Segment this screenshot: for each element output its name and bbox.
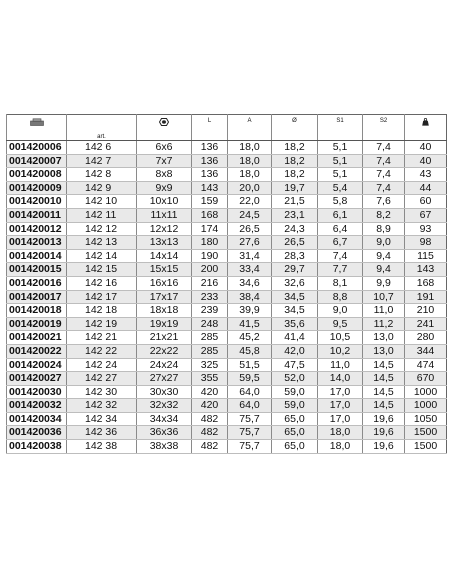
spec-table (6, 114, 447, 454)
header-art (67, 115, 137, 141)
table-row (7, 426, 447, 440)
cell-weight: 1050 (405, 412, 447, 426)
header-l (192, 115, 228, 141)
cell-l: 180 (192, 236, 228, 250)
cell-s1: 10,5 (318, 331, 363, 345)
cell-a: 33,4 (228, 263, 272, 277)
cell-s2: 7,4 (363, 181, 405, 195)
cell-size: 7x7 (137, 154, 192, 168)
cell-code: 001420010 (7, 195, 67, 209)
cell-code: 001420024 (7, 358, 67, 372)
cell-code: 001420008 (7, 168, 67, 182)
cell-art: 142 11 (67, 208, 137, 222)
cell-art: 142 18 (67, 304, 137, 318)
cell-s2: 10,7 (363, 290, 405, 304)
cell-weight: 344 (405, 344, 447, 358)
cell-a: 38,4 (228, 290, 272, 304)
table-row (7, 385, 447, 399)
cell-weight: 1000 (405, 385, 447, 399)
cell-s1: 5,1 (318, 154, 363, 168)
cell-l: 136 (192, 168, 228, 182)
cell-diameter: 18,2 (272, 168, 318, 182)
table-row (7, 222, 447, 236)
cell-a: 64,0 (228, 385, 272, 399)
cell-weight: 474 (405, 358, 447, 372)
cell-weight: 67 (405, 208, 447, 222)
table-row (7, 399, 447, 413)
cell-s1: 5,4 (318, 181, 363, 195)
cell-art: 142 16 (67, 276, 137, 290)
cell-s1: 17,0 (318, 385, 363, 399)
cell-l: 136 (192, 154, 228, 168)
cell-l: 325 (192, 358, 228, 372)
cell-art: 142 15 (67, 263, 137, 277)
cell-l: 174 (192, 222, 228, 236)
table-row (7, 168, 447, 182)
table-row (7, 141, 447, 155)
table-row (7, 276, 447, 290)
socket-icon (30, 118, 44, 128)
cell-size: 16x16 (137, 276, 192, 290)
cell-size: 11x11 (137, 208, 192, 222)
cell-diameter: 47,5 (272, 358, 318, 372)
cell-s1: 6,4 (318, 222, 363, 236)
table-row (7, 317, 447, 331)
cell-diameter: 42,0 (272, 344, 318, 358)
cell-weight: 60 (405, 195, 447, 209)
cell-art: 142 9 (67, 181, 137, 195)
cell-s2: 9,0 (363, 236, 405, 250)
cell-s1: 11,0 (318, 358, 363, 372)
table-row (7, 358, 447, 372)
cell-size: 8x8 (137, 168, 192, 182)
cell-art: 142 14 (67, 249, 137, 263)
hexagon-icon (159, 118, 169, 128)
cell-diameter: 32,6 (272, 276, 318, 290)
cell-l: 482 (192, 440, 228, 454)
cell-s2: 9,9 (363, 276, 405, 290)
cell-size: 15x15 (137, 263, 192, 277)
cell-diameter: 35,6 (272, 317, 318, 331)
cell-art: 142 34 (67, 412, 137, 426)
cell-size: 34x34 (137, 412, 192, 426)
header-s1 (318, 115, 363, 141)
cell-art: 142 13 (67, 236, 137, 250)
cell-diameter: 24,3 (272, 222, 318, 236)
cell-s2: 8,9 (363, 222, 405, 236)
cell-diameter: 34,5 (272, 304, 318, 318)
cell-a: 39,9 (228, 304, 272, 318)
cell-size: 30x30 (137, 385, 192, 399)
cell-diameter: 26,5 (272, 236, 318, 250)
cell-weight: 40 (405, 141, 447, 155)
cell-code: 001420012 (7, 222, 67, 236)
cell-l: 420 (192, 385, 228, 399)
cell-l: 239 (192, 304, 228, 318)
cell-s2: 11,0 (363, 304, 405, 318)
table-row (7, 236, 447, 250)
cell-a: 20,0 (228, 181, 272, 195)
cell-art: 142 36 (67, 426, 137, 440)
cell-l: 355 (192, 372, 228, 386)
cell-l: 216 (192, 276, 228, 290)
cell-code: 001420017 (7, 290, 67, 304)
cell-diameter: 34,5 (272, 290, 318, 304)
cell-weight: 98 (405, 236, 447, 250)
cell-art: 142 30 (67, 385, 137, 399)
weight-icon (422, 118, 429, 128)
cell-size: 27x27 (137, 372, 192, 386)
cell-a: 51,5 (228, 358, 272, 372)
cell-s1: 14,0 (318, 372, 363, 386)
cell-a: 45,8 (228, 344, 272, 358)
cell-art: 142 24 (67, 358, 137, 372)
cell-s1: 9,5 (318, 317, 363, 331)
cell-a: 34,6 (228, 276, 272, 290)
header-l-label: L (207, 118, 212, 124)
cell-l: 159 (192, 195, 228, 209)
cell-s2: 7,4 (363, 154, 405, 168)
cell-s1: 5,1 (318, 141, 363, 155)
cell-diameter: 29,7 (272, 263, 318, 277)
table-row (7, 372, 447, 386)
cell-code: 001420030 (7, 385, 67, 399)
cell-size: 18x18 (137, 304, 192, 318)
cell-s2: 14,5 (363, 399, 405, 413)
cell-weight: 191 (405, 290, 447, 304)
cell-art: 142 6 (67, 141, 137, 155)
cell-a: 18,0 (228, 168, 272, 182)
cell-art: 142 38 (67, 440, 137, 454)
cell-s2: 14,5 (363, 385, 405, 399)
header-weight (405, 115, 447, 141)
cell-l: 190 (192, 249, 228, 263)
cell-code: 001420006 (7, 141, 67, 155)
cell-l: 200 (192, 263, 228, 277)
table-row (7, 412, 447, 426)
cell-weight: 115 (405, 249, 447, 263)
cell-s2: 7,4 (363, 141, 405, 155)
spec-table-body (7, 141, 447, 454)
cell-diameter: 59,0 (272, 399, 318, 413)
cell-s1: 7,4 (318, 249, 363, 263)
cell-l: 168 (192, 208, 228, 222)
cell-diameter: 18,2 (272, 154, 318, 168)
table-row (7, 440, 447, 454)
cell-s2: 9,4 (363, 263, 405, 277)
cell-code: 001420015 (7, 263, 67, 277)
cell-s2: 19,6 (363, 440, 405, 454)
cell-code: 001420038 (7, 440, 67, 454)
table-row (7, 249, 447, 263)
cell-s2: 9,4 (363, 249, 405, 263)
cell-weight: 44 (405, 181, 447, 195)
cell-l: 482 (192, 412, 228, 426)
cell-size: 12x12 (137, 222, 192, 236)
cell-a: 24,5 (228, 208, 272, 222)
cell-code: 001420007 (7, 154, 67, 168)
cell-art: 142 19 (67, 317, 137, 331)
cell-art: 142 22 (67, 344, 137, 358)
cell-size: 9x9 (137, 181, 192, 195)
cell-art: 142 32 (67, 399, 137, 413)
cell-a: 75,7 (228, 426, 272, 440)
cell-size: 38x38 (137, 440, 192, 454)
cell-l: 136 (192, 141, 228, 155)
cell-l: 482 (192, 426, 228, 440)
table-row (7, 208, 447, 222)
cell-diameter: 41,4 (272, 331, 318, 345)
table-row (7, 181, 447, 195)
cell-diameter: 28,3 (272, 249, 318, 263)
table-row (7, 331, 447, 345)
cell-size: 17x17 (137, 290, 192, 304)
table-row (7, 344, 447, 358)
cell-size: 32x32 (137, 399, 192, 413)
cell-s1: 18,0 (318, 426, 363, 440)
cell-diameter: 19,7 (272, 181, 318, 195)
table-row (7, 304, 447, 318)
cell-size: 10x10 (137, 195, 192, 209)
cell-s2: 19,6 (363, 412, 405, 426)
header-s2 (363, 115, 405, 141)
cell-code: 001420019 (7, 317, 67, 331)
cell-a: 64,0 (228, 399, 272, 413)
cell-code: 001420032 (7, 399, 67, 413)
cell-code: 001420027 (7, 372, 67, 386)
cell-s1: 8,1 (318, 276, 363, 290)
cell-art: 142 8 (67, 168, 137, 182)
cell-weight: 210 (405, 304, 447, 318)
cell-s2: 8,2 (363, 208, 405, 222)
cell-a: 18,0 (228, 154, 272, 168)
cell-diameter: 65,0 (272, 412, 318, 426)
cell-code: 001420011 (7, 208, 67, 222)
header-size (137, 115, 192, 141)
cell-s1: 17,0 (318, 399, 363, 413)
header-diameter (272, 115, 318, 141)
cell-l: 233 (192, 290, 228, 304)
cell-code: 001420013 (7, 236, 67, 250)
cell-code: 001420021 (7, 331, 67, 345)
cell-s2: 7,6 (363, 195, 405, 209)
cell-weight: 1000 (405, 399, 447, 413)
cell-s1: 5,8 (318, 195, 363, 209)
cell-code: 001420016 (7, 276, 67, 290)
cell-code: 001420022 (7, 344, 67, 358)
cell-weight: 670 (405, 372, 447, 386)
table-row (7, 195, 447, 209)
cell-size: 21x21 (137, 331, 192, 345)
cell-weight: 241 (405, 317, 447, 331)
cell-a: 75,7 (228, 440, 272, 454)
cell-s2: 13,0 (363, 331, 405, 345)
cell-code: 001420036 (7, 426, 67, 440)
cell-s1: 7,7 (318, 263, 363, 277)
cell-l: 420 (192, 399, 228, 413)
header-a (228, 115, 272, 141)
cell-art: 142 7 (67, 154, 137, 168)
cell-l: 143 (192, 181, 228, 195)
cell-art: 142 12 (67, 222, 137, 236)
cell-s2: 11,2 (363, 317, 405, 331)
cell-weight: 93 (405, 222, 447, 236)
header-row (7, 115, 447, 141)
cell-s2: 14,5 (363, 372, 405, 386)
cell-diameter: 65,0 (272, 440, 318, 454)
cell-art: 142 17 (67, 290, 137, 304)
header-a-label: A (247, 118, 252, 124)
cell-s1: 9,0 (318, 304, 363, 318)
cell-weight: 168 (405, 276, 447, 290)
cell-code: 001420018 (7, 304, 67, 318)
header-code (7, 115, 67, 141)
cell-a: 31,4 (228, 249, 272, 263)
cell-s1: 18,0 (318, 440, 363, 454)
cell-weight: 1500 (405, 440, 447, 454)
cell-s1: 17,0 (318, 412, 363, 426)
cell-weight: 280 (405, 331, 447, 345)
cell-size: 14x14 (137, 249, 192, 263)
cell-s2: 13,0 (363, 344, 405, 358)
cell-s2: 19,6 (363, 426, 405, 440)
cell-s1: 8,8 (318, 290, 363, 304)
header-s1-label: S1 (336, 118, 344, 124)
cell-weight: 1500 (405, 426, 447, 440)
cell-size: 19x19 (137, 317, 192, 331)
cell-art: 142 27 (67, 372, 137, 386)
cell-weight: 43 (405, 168, 447, 182)
cell-a: 45,2 (228, 331, 272, 345)
cell-s1: 6,1 (318, 208, 363, 222)
table-row (7, 290, 447, 304)
cell-diameter: 59,0 (272, 385, 318, 399)
cell-s2: 7,4 (363, 168, 405, 182)
table-row (7, 263, 447, 277)
cell-s1: 10,2 (318, 344, 363, 358)
cell-l: 285 (192, 344, 228, 358)
cell-l: 248 (192, 317, 228, 331)
cell-diameter: 65,0 (272, 426, 318, 440)
cell-a: 18,0 (228, 141, 272, 155)
cell-a: 22,0 (228, 195, 272, 209)
header-art-label: art. (97, 134, 106, 140)
cell-a: 75,7 (228, 412, 272, 426)
cell-size: 13x13 (137, 236, 192, 250)
cell-diameter: 18,2 (272, 141, 318, 155)
cell-size: 24x24 (137, 358, 192, 372)
cell-l: 285 (192, 331, 228, 345)
cell-s1: 6,7 (318, 236, 363, 250)
cell-size: 6x6 (137, 141, 192, 155)
cell-a: 26,5 (228, 222, 272, 236)
cell-diameter: 23,1 (272, 208, 318, 222)
header-s2-label: S2 (379, 118, 388, 124)
cell-size: 22x22 (137, 344, 192, 358)
cell-art: 142 21 (67, 331, 137, 345)
header-diameter-label: Ø (292, 118, 297, 124)
table-row (7, 154, 447, 168)
cell-a: 27,6 (228, 236, 272, 250)
cell-code: 001420009 (7, 181, 67, 195)
cell-code: 001420014 (7, 249, 67, 263)
cell-diameter: 21,5 (272, 195, 318, 209)
cell-size: 36x36 (137, 426, 192, 440)
cell-s2: 14,5 (363, 358, 405, 372)
cell-weight: 143 (405, 263, 447, 277)
cell-s1: 5,1 (318, 168, 363, 182)
cell-art: 142 10 (67, 195, 137, 209)
cell-weight: 40 (405, 154, 447, 168)
cell-diameter: 52,0 (272, 372, 318, 386)
cell-a: 59,5 (228, 372, 272, 386)
cell-a: 41,5 (228, 317, 272, 331)
cell-code: 001420034 (7, 412, 67, 426)
